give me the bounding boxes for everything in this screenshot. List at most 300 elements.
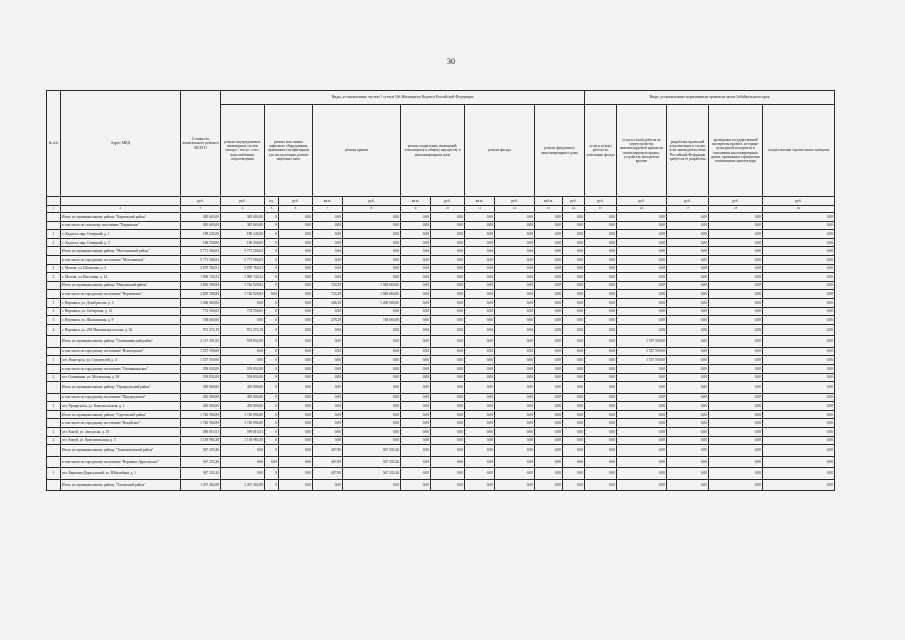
- row-value: 0,00: [465, 298, 495, 307]
- unit-cell: руб.: [667, 197, 709, 206]
- row-value: 0,00: [401, 402, 431, 411]
- row-number: [47, 221, 61, 230]
- row-value: 3 870 760,51: [181, 264, 221, 273]
- column-number: 9: [401, 206, 431, 213]
- row-value: 0,00: [585, 238, 617, 247]
- table-row: [47, 445, 835, 457]
- row-value: 0,00: [563, 382, 585, 394]
- row-number: 1: [47, 264, 61, 273]
- row-value: 0,00: [313, 213, 343, 222]
- row-value: 0,00: [617, 364, 667, 373]
- row-value: 0: [265, 445, 279, 457]
- column-number: 2: [61, 206, 181, 213]
- row-value: 0,00: [313, 419, 343, 428]
- row-value: 0,00: [401, 347, 431, 356]
- row-value: 0,00: [763, 290, 835, 299]
- row-value: 0,00: [617, 247, 667, 256]
- row-value: 1 720 994,89: [181, 410, 221, 419]
- row-value: 0: [265, 468, 279, 480]
- row-value: 0,00: [617, 316, 667, 325]
- row-value: 0,00: [431, 213, 465, 222]
- row-value: 0,00: [535, 427, 563, 436]
- row-value: 0: [265, 382, 279, 394]
- row-value: 0,00: [343, 382, 401, 394]
- row-value: 0,00: [617, 238, 667, 247]
- row-address: пгт. Вершино-Дарасунский, ул. Юбилейная, д. 1: [61, 468, 181, 480]
- row-value: 0,00: [667, 410, 709, 419]
- row-value: 0,00: [465, 213, 495, 222]
- row-value: 0,00: [343, 213, 401, 222]
- row-value: 450 000,00: [181, 402, 221, 411]
- row-value: 0,00: [535, 213, 563, 222]
- table-header: [47, 91, 835, 213]
- row-value: 1 746 928,84: [221, 281, 265, 290]
- row-value: 0,00: [535, 238, 563, 247]
- page-number: 30: [447, 57, 455, 66]
- row-value: 0,00: [495, 336, 535, 348]
- row-number: [47, 410, 61, 419]
- row-value: 972 372,19: [181, 324, 221, 336]
- row-value: 0,00: [585, 273, 617, 282]
- row-value: 0,00: [617, 479, 667, 491]
- row-value: 0,00: [709, 307, 763, 316]
- header-units-row: [47, 197, 835, 206]
- row-address: пгт. Кокуй, ул. Комсомольская, д. 5: [61, 436, 181, 445]
- row-value: 0,00: [709, 402, 763, 411]
- row-value: 748 660,00: [343, 316, 401, 325]
- row-value: 0,00: [617, 290, 667, 299]
- row-value: 0,00: [279, 273, 313, 282]
- row-value: 0,00: [667, 213, 709, 222]
- row-value: 0,00: [585, 402, 617, 411]
- row-value: 0,00: [495, 373, 535, 382]
- row-address: Итого по муниципальному району "Нерчинский район": [61, 281, 181, 290]
- row-value: 0,00: [585, 221, 617, 230]
- row-value: 0,00: [563, 356, 585, 365]
- table-row: [47, 382, 835, 394]
- row-value: 567 335,26: [343, 456, 401, 468]
- row-number: 1: [47, 427, 61, 436]
- row-address: г. Могоча, ул. Шолохова, д. 3: [61, 264, 181, 273]
- row-value: 5 771 504,03: [221, 255, 265, 264]
- row-value: 0,00: [279, 316, 313, 325]
- row-value: 0,00: [279, 468, 313, 480]
- row-value: 0,00: [709, 382, 763, 394]
- column-number: 18: [709, 206, 763, 213]
- row-value: 0,00: [495, 238, 535, 247]
- row-value: 0,00: [763, 247, 835, 256]
- row-value: 0,00: [709, 427, 763, 436]
- table-row: [47, 402, 835, 411]
- row-value: 5 771 504,03: [221, 247, 265, 256]
- row-value: 450 000,00: [221, 402, 265, 411]
- row-value: 0,00: [667, 238, 709, 247]
- unit-cell: руб.: [181, 197, 221, 206]
- row-value: 1 557 559,00: [617, 347, 667, 356]
- row-address: Итого по муниципальному району "Приаргунский район": [61, 382, 181, 394]
- row-value: 0,00: [401, 221, 431, 230]
- row-value: 0,00: [585, 436, 617, 445]
- row-value: 0,00: [563, 373, 585, 382]
- unit-cell: руб.: [617, 197, 667, 206]
- row-address: в том числе по сельскому поселению "Карымское": [61, 221, 181, 230]
- row-value: 0,00: [563, 281, 585, 290]
- column-number: 6: [279, 206, 313, 213]
- row-number: 2: [47, 307, 61, 316]
- row-value: 0,00: [465, 273, 495, 282]
- row-value: 0,00: [585, 393, 617, 402]
- row-value: 0,00: [563, 213, 585, 222]
- row-value: 0,00: [585, 364, 617, 373]
- row-value: 0,00: [709, 298, 763, 307]
- row-value: 0,00: [495, 273, 535, 282]
- row-value: 0,00: [709, 468, 763, 480]
- row-value: 1 948 660,00: [343, 290, 401, 299]
- row-value: 0,00: [279, 221, 313, 230]
- row-value: 0,00: [313, 393, 343, 402]
- row-value: 0,00: [585, 419, 617, 428]
- row-value: 0,00: [667, 221, 709, 230]
- row-value: 1 130 984,38: [181, 436, 221, 445]
- row-value: 0,00: [313, 479, 343, 491]
- row-address: г. Нерчинск, ул. Сибирская, д. 12: [61, 307, 181, 316]
- row-value: 0: [265, 436, 279, 445]
- table-row: [47, 221, 835, 230]
- row-address: с. Кадахта, мкр. Северный, д. 3: [61, 238, 181, 247]
- row-value: 0,00: [535, 324, 563, 336]
- row-value: 0,00: [617, 419, 667, 428]
- row-value: 0,00: [401, 373, 431, 382]
- row-value: 559 832,00: [221, 336, 265, 348]
- row-value: 0,00: [465, 364, 495, 373]
- row-value: 0,00: [763, 324, 835, 336]
- row-value: 0,00: [563, 298, 585, 307]
- row-value: 0,00: [709, 393, 763, 402]
- row-value: 0,00: [585, 255, 617, 264]
- column-number: 17: [667, 206, 709, 213]
- row-value: 0,00: [313, 255, 343, 264]
- row-value: 0,00: [431, 324, 465, 336]
- row-value: 0,00: [401, 230, 431, 239]
- row-value: 0,00: [495, 324, 535, 336]
- column-number: 14: [563, 206, 585, 213]
- row-value: 196 358,00: [181, 238, 221, 247]
- row-value: 0,00: [585, 356, 617, 365]
- row-value: 0,00: [617, 373, 667, 382]
- row-value: 446,10: [313, 298, 343, 307]
- row-number: 2: [47, 238, 61, 247]
- row-value: 0: [265, 410, 279, 419]
- row-value: 0,00: [495, 221, 535, 230]
- row-value: 0,00: [401, 298, 431, 307]
- row-value: 0,00: [763, 468, 835, 480]
- row-value: 0,00: [431, 427, 465, 436]
- row-value: 0,00: [535, 468, 563, 480]
- row-value: 0,00: [401, 356, 431, 365]
- row-value: 774 556,65: [221, 307, 265, 316]
- row-value: 0,00: [585, 410, 617, 419]
- row-value: 0,00: [465, 347, 495, 356]
- row-value: 0,00: [343, 479, 401, 491]
- row-value: 0,00: [401, 436, 431, 445]
- row-value: 0,00: [535, 382, 563, 394]
- row-value: 0,00: [495, 255, 535, 264]
- row-value: 0,00: [585, 336, 617, 348]
- row-value: 0,00: [279, 336, 313, 348]
- row-value: 0: [265, 264, 279, 273]
- row-value: 567 335,26: [181, 468, 221, 480]
- row-value: 0,00: [495, 316, 535, 325]
- row-value: 0,00: [401, 393, 431, 402]
- row-value: 0: [265, 213, 279, 222]
- row-value: 0,00: [709, 356, 763, 365]
- row-value: 1 746 928,84: [221, 290, 265, 299]
- header-basement: ремонт подвальных помещений, относящихся к общему имуществу в многоквартирном доме: [401, 105, 465, 197]
- row-number: [47, 382, 61, 394]
- row-value: 0,00: [431, 255, 465, 264]
- row-value: 0,00: [431, 238, 465, 247]
- row-value: 0,00: [535, 264, 563, 273]
- row-value: 1 207 402,08: [181, 479, 221, 491]
- row-value: 0,00: [279, 445, 313, 457]
- table-row: [47, 281, 835, 290]
- row-value: 0,00: [563, 402, 585, 411]
- row-value: 567 335,26: [343, 468, 401, 480]
- row-value: 0,00: [465, 373, 495, 382]
- row-value: 0,00: [431, 402, 465, 411]
- row-value: 0,00: [763, 373, 835, 382]
- row-value: 0,00: [585, 213, 617, 222]
- unit-cell: руб.: [279, 197, 313, 206]
- row-value: 0,00: [667, 273, 709, 282]
- row-value: 1 200 000,00: [181, 298, 221, 307]
- row-value: 0,00: [535, 281, 563, 290]
- row-number: [47, 364, 61, 373]
- row-value: 0,00: [313, 347, 343, 356]
- unit-cell: руб.: [709, 197, 763, 206]
- row-value: 0,00: [495, 290, 535, 299]
- header-facade: ремонт фасада: [465, 105, 535, 197]
- row-value: 407,80: [313, 468, 343, 480]
- row-value: 0,00: [709, 419, 763, 428]
- row-value: 0,00: [585, 324, 617, 336]
- unit-cell: кв.м.: [401, 197, 431, 206]
- row-value: 0,00: [617, 324, 667, 336]
- row-value: 0,00: [535, 402, 563, 411]
- row-value: 0,00: [401, 273, 431, 282]
- row-address: в том числе по городскому поселению "Ясногорское": [61, 347, 181, 356]
- row-value: 407,80: [313, 456, 343, 468]
- row-value: 0,00: [313, 307, 343, 316]
- row-value: 0,00: [535, 316, 563, 325]
- table-row: [47, 324, 835, 336]
- row-value: 0,00: [585, 316, 617, 325]
- row-value: 0,00: [401, 336, 431, 348]
- row-value: 0,00: [343, 393, 401, 402]
- row-value: 0,00: [585, 456, 617, 468]
- row-value: 0,00: [495, 213, 535, 222]
- row-value: 0,00: [617, 410, 667, 419]
- row-value: 0,00: [465, 281, 495, 290]
- row-value: 0,00: [465, 324, 495, 336]
- row-value: 0,00: [431, 419, 465, 428]
- row-value: 0,00: [563, 393, 585, 402]
- row-value: 0,00: [279, 255, 313, 264]
- row-value: 0,00: [709, 364, 763, 373]
- row-value: 0,00: [709, 456, 763, 468]
- row-value: 724,39: [313, 290, 343, 299]
- row-value: 0,00: [763, 382, 835, 394]
- row-address: в том числе по городскому поселению "Нерчинское": [61, 290, 181, 299]
- row-value: 0,00: [617, 230, 667, 239]
- row-value: 0: [265, 281, 279, 290]
- row-value: 0,00: [265, 290, 279, 299]
- row-value: 0,00: [431, 307, 465, 316]
- row-value: 0,00: [617, 213, 667, 222]
- row-value: 0,00: [465, 468, 495, 480]
- column-number: 12: [495, 206, 535, 213]
- row-value: 0,00: [279, 364, 313, 373]
- row-address: пгт. Оловянная, ул. Московская, д. 38: [61, 373, 181, 382]
- row-value: 0,00: [585, 307, 617, 316]
- row-value: 3 870 760,51: [221, 264, 265, 273]
- row-value: 0,00: [279, 264, 313, 273]
- unit-cell: руб.: [221, 197, 265, 206]
- table-row: [47, 410, 835, 419]
- row-value: 0,00: [343, 410, 401, 419]
- row-value: 0,00: [617, 456, 667, 468]
- row-value: 0,00: [563, 347, 585, 356]
- row-address: Итого по муниципальному району "Могочинский район": [61, 247, 181, 256]
- row-value: 0,00: [431, 468, 465, 480]
- row-value: 0,00: [313, 373, 343, 382]
- row-value: 0,00: [343, 238, 401, 247]
- header-heating: услуги и (или) работы по утеплению фасада: [585, 105, 617, 197]
- row-value: 0,00: [401, 419, 431, 428]
- row-value: 450 000,00: [181, 382, 221, 394]
- row-value: 0,00: [763, 347, 835, 356]
- table-row: [47, 247, 835, 256]
- row-value: 0,00: [465, 290, 495, 299]
- row-value: 0,00: [279, 238, 313, 247]
- row-value: 0,00: [709, 324, 763, 336]
- row-value: 0,00: [617, 307, 667, 316]
- row-value: 0,00: [431, 336, 465, 348]
- row-value: 0,00: [495, 419, 535, 428]
- header-engineering: ремонт внутридомовых инженерных систем электро-, тепло-, газо-, водоснабжения, водоотведения: [221, 105, 265, 197]
- row-value: 0,00: [343, 336, 401, 348]
- row-value: 0,00: [763, 479, 835, 491]
- row-value: 0,00: [563, 427, 585, 436]
- row-value: 0,00: [465, 436, 495, 445]
- row-value: 0,00: [401, 307, 431, 316]
- capital-repair-table-sheet: [46, 90, 834, 491]
- row-value: 1 207 402,08: [221, 479, 265, 491]
- row-value: 0,00: [313, 273, 343, 282]
- unit-cell: руб.: [431, 197, 465, 206]
- column-number: 7: [313, 206, 343, 213]
- row-value: 189 245,00: [181, 230, 221, 239]
- row-value: 5 771 504,03: [181, 247, 221, 256]
- row-value: 0,00: [343, 247, 401, 256]
- row-value: 0,00: [221, 347, 265, 356]
- row-value: 0,00: [563, 230, 585, 239]
- row-value: 0,00: [431, 230, 465, 239]
- row-value: 0,00: [465, 230, 495, 239]
- row-value: 0,00: [617, 402, 667, 411]
- row-value: 0,00: [535, 456, 563, 468]
- row-value: 0: [265, 255, 279, 264]
- column-number: 10: [431, 206, 465, 213]
- row-value: 0,00: [495, 281, 535, 290]
- row-value: 0: [265, 324, 279, 336]
- table-row: [47, 307, 835, 316]
- table-row: [47, 347, 835, 356]
- header-num: № п/п: [47, 91, 61, 197]
- row-value: 1 557 559,00: [181, 347, 221, 356]
- row-value: 0,00: [667, 356, 709, 365]
- row-value: 0,00: [667, 230, 709, 239]
- row-value: 0,00: [401, 456, 431, 468]
- row-value: 0: [265, 273, 279, 282]
- row-value: 0,00: [617, 468, 667, 480]
- row-address: г. Могоча, ул. Высотная, д. 14: [61, 273, 181, 282]
- row-value: 0: [265, 402, 279, 411]
- row-value: 0,00: [343, 419, 401, 428]
- row-value: 0,00: [431, 273, 465, 282]
- row-value: 0,00: [585, 427, 617, 436]
- row-value: 0: [265, 419, 279, 428]
- row-value: 0,00: [221, 445, 265, 457]
- row-number: [47, 347, 61, 356]
- row-value: 0,00: [401, 468, 431, 480]
- row-value: 0,00: [495, 382, 535, 394]
- row-value: 0,00: [535, 419, 563, 428]
- table-row: [47, 273, 835, 282]
- row-value: 0,00: [401, 364, 431, 373]
- row-address: в том числе по городскому поселению "Кокуйское": [61, 419, 181, 428]
- row-value: 0,00: [563, 445, 585, 457]
- row-value: 0,00: [709, 336, 763, 348]
- row-value: 0,00: [617, 273, 667, 282]
- column-number: 8: [343, 206, 401, 213]
- row-value: 0,00: [221, 468, 265, 480]
- row-value: 0,00: [495, 298, 535, 307]
- row-value: 0,00: [313, 324, 343, 336]
- row-number: 2: [47, 436, 61, 445]
- row-value: 0,00: [709, 281, 763, 290]
- table-row: [47, 393, 835, 402]
- row-value: 0,00: [495, 436, 535, 445]
- capital-repair-table: [46, 90, 835, 491]
- row-value: 0,00: [465, 445, 495, 457]
- table-row: [47, 468, 835, 480]
- table-row: [47, 336, 835, 348]
- row-value: 1 948 660,00: [343, 281, 401, 290]
- row-value: 0,00: [667, 347, 709, 356]
- row-value: 0,00: [667, 479, 709, 491]
- row-value: 0,00: [343, 230, 401, 239]
- row-value: 0,00: [279, 456, 313, 468]
- row-value: 0,00: [431, 356, 465, 365]
- row-value: 0,00: [401, 316, 431, 325]
- column-number: 1: [47, 206, 61, 213]
- row-value: 0,00: [667, 298, 709, 307]
- row-value: 0,00: [563, 410, 585, 419]
- row-value: 0,00: [563, 316, 585, 325]
- row-value: 1 557 559,00: [617, 356, 667, 365]
- row-value: 0,00: [465, 393, 495, 402]
